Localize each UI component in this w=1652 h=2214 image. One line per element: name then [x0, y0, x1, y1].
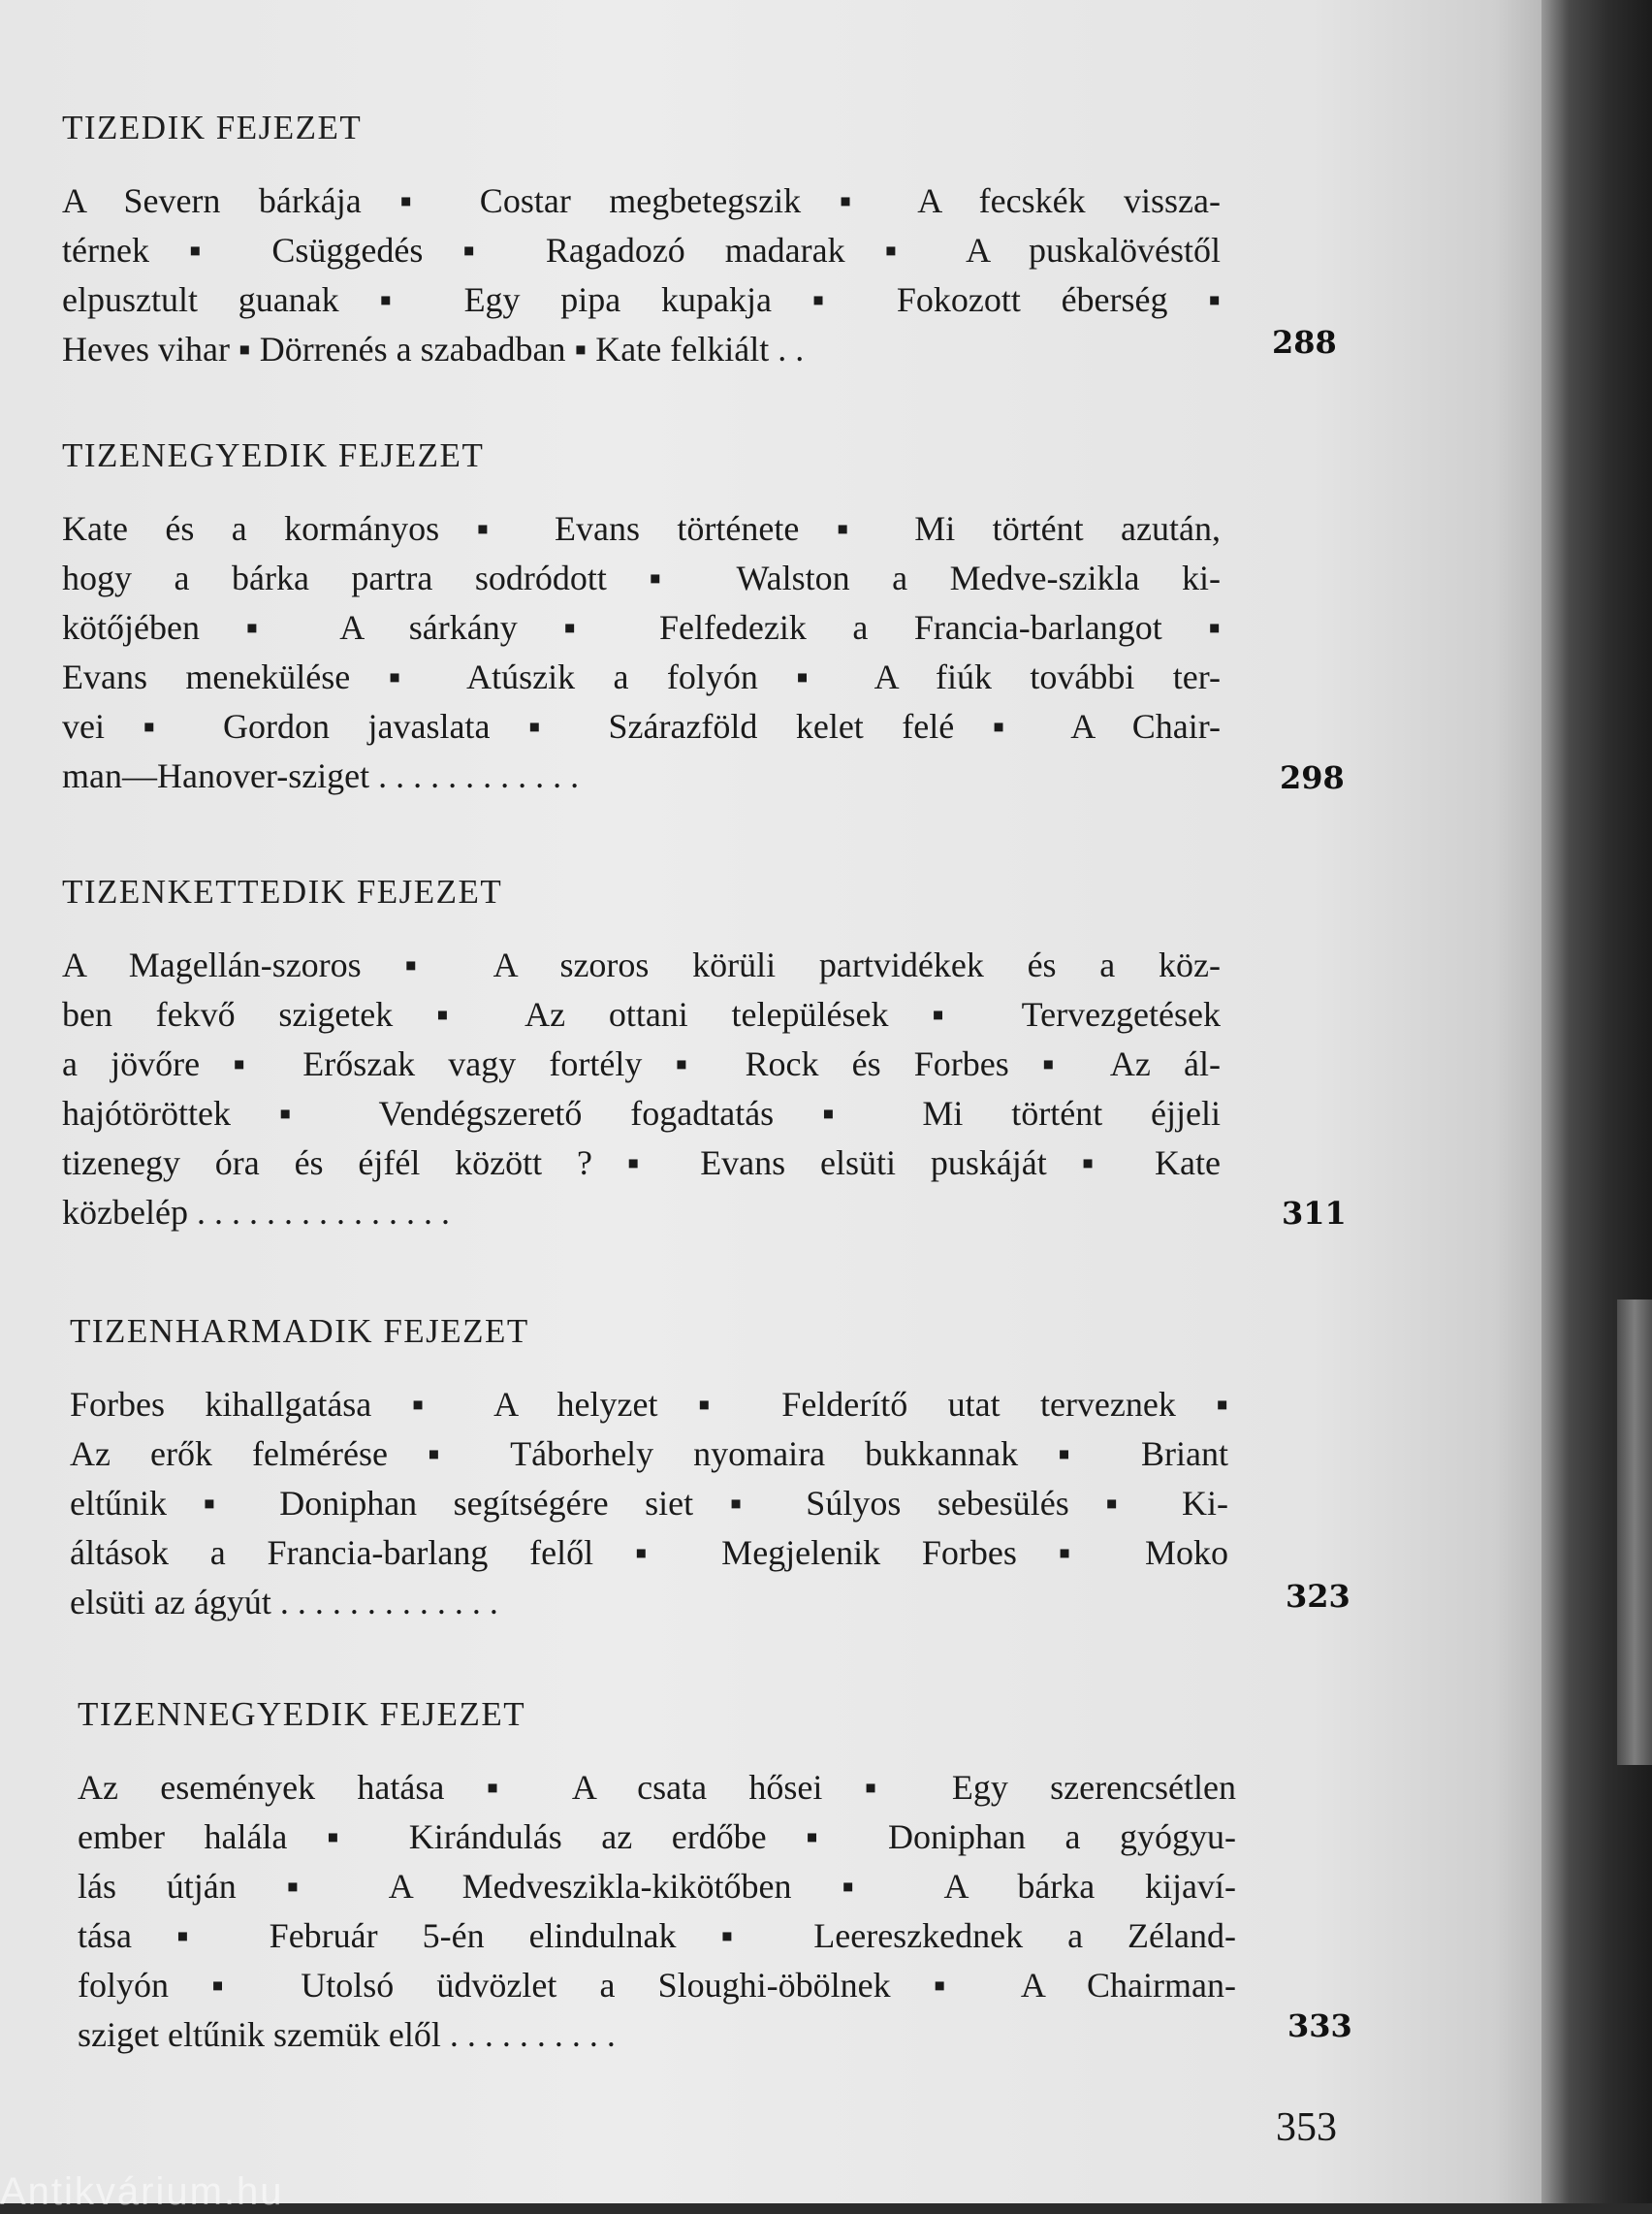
summary-line: térnek ▪ Csüggedés ▪ Ragadozó madarak ▪ A puskalövéstől [62, 231, 1221, 270]
chapter-summary [70, 1380, 1228, 1627]
summary-line: Az események hatása ▪ A csata hősei ▪ Egy szerencsétlen [78, 1768, 1236, 1807]
summary-line: lás útján ▪ A Medveszikla-kikötőben ▪ A bárka kijaví- [78, 1867, 1236, 1906]
summary-line: elsüti az ágyút . . . . . . . . . . . . . [70, 1583, 498, 1621]
chapter-title: TIZENKETTEDIK FEJEZET [62, 873, 503, 911]
chapter-summary [62, 941, 1221, 1237]
summary-line: áltások a Francia-barlang felől ▪ Megjelenik Forbes ▪ Moko [70, 1533, 1228, 1572]
chapter-summary [78, 1763, 1236, 2060]
summary-line: sziget eltűnik szemük elől . . . . . . . . . . [78, 2015, 616, 2054]
summary-line: ben fekvő szigetek ▪ Az ottani települések ▪ Tervezgetések [62, 995, 1221, 1034]
chapter-12 [62, 873, 1225, 1237]
page-number: 288 [1272, 324, 1337, 361]
summary-line: kötőjében ▪ A sárkány ▪ Felfedezik a Francia-barlangot ▪ [62, 608, 1221, 647]
summary-line: Kate és a kormányos ▪ Evans története ▪ Mi történt azután, [62, 509, 1221, 548]
watermark: Antikvárium.hu [0, 2170, 284, 2213]
summary-line: Evans menekülése ▪ Atúszik a folyón ▪ A fiúk további ter- [62, 658, 1221, 696]
folio-page-number: 353 [1276, 2105, 1337, 2150]
spine-highlight [1617, 1300, 1652, 1765]
summary-line: hogy a bárka partra sodródott ▪ Walston a Medve-szikla ki- [62, 559, 1221, 597]
summary-line: a jövőre ▪ Erőszak vagy fortély ▪ Rock és Forbes ▪ Az ál- [62, 1044, 1221, 1083]
summary-line: tizenegy óra és éjfél között ? ▪ Evans elsüti puskáját ▪ Kate [62, 1143, 1221, 1182]
summary-line: eltűnik ▪ Doniphan segítségére siet ▪ Súlyos sebesülés ▪ Ki- [70, 1484, 1228, 1523]
summary-line: man—Hanover-sziget . . . . . . . . . . . . [62, 756, 580, 795]
chapter-title: TIZEDIK FEJEZET [62, 109, 363, 146]
chapter-title: TIZENHARMADIK FEJEZET [70, 1312, 529, 1350]
summary-line: elpusztult guanak ▪ Egy pipa kupakja ▪ Fokozott éberség ▪ [62, 280, 1221, 319]
chapter-title: TIZENNEGYEDIK FEJEZET [78, 1695, 526, 1733]
summary-line: közbelép . . . . . . . . . . . . . . . [62, 1193, 450, 1232]
page-number: 323 [1286, 1578, 1350, 1615]
chapter-summary [62, 176, 1221, 374]
summary-line: Forbes kihallgatása ▪ A helyzet ▪ Felderítő utat terveznek ▪ [70, 1385, 1228, 1424]
summary-line: Az erők felmérése ▪ Táborhely nyomaira bukkannak ▪ Briant [70, 1434, 1228, 1473]
chapter-title: TIZENEGYEDIK FEJEZET [62, 436, 485, 474]
summary-line: ember halála ▪ Kirándulás az erdőbe ▪ Doniphan a gyógyu- [78, 1817, 1236, 1856]
summary-line: hajótöröttek ▪ Vendégszerető fogadtatás ▪ Mi történt éjjeli [62, 1094, 1221, 1133]
page-number: 298 [1280, 759, 1345, 796]
chapter-11 [62, 436, 1225, 801]
summary-line: A Severn bárkája ▪ Costar megbetegszik ▪ A fecskék vissza- [62, 181, 1221, 220]
page-number: 333 [1287, 2007, 1352, 2044]
page-number: 311 [1282, 1195, 1347, 1232]
summary-line: folyón ▪ Utolsó üdvözlet a Sloughi-öbölnek ▪ A Chairman- [78, 1966, 1236, 2005]
summary-line: Heves vihar ▪ Dörrenés a szabadban ▪ Kate felkiált . . [62, 330, 805, 369]
chapter-13 [70, 1312, 1233, 1627]
chapter-summary [62, 504, 1221, 801]
summary-line: vei ▪ Gordon javaslata ▪ Szárazföld kelet felé ▪ A Chair- [62, 707, 1221, 746]
summary-line: tása ▪ Február 5-én elindulnak ▪ Leereszkednek a Zéland- [78, 1916, 1236, 1955]
summary-line: A Magellán-szoros ▪ A szoros körüli partvidékek és a köz- [62, 946, 1221, 984]
book-spine-shadow [1541, 0, 1652, 2203]
chapter-10 [62, 109, 1225, 374]
chapter-14 [78, 1695, 1241, 2060]
